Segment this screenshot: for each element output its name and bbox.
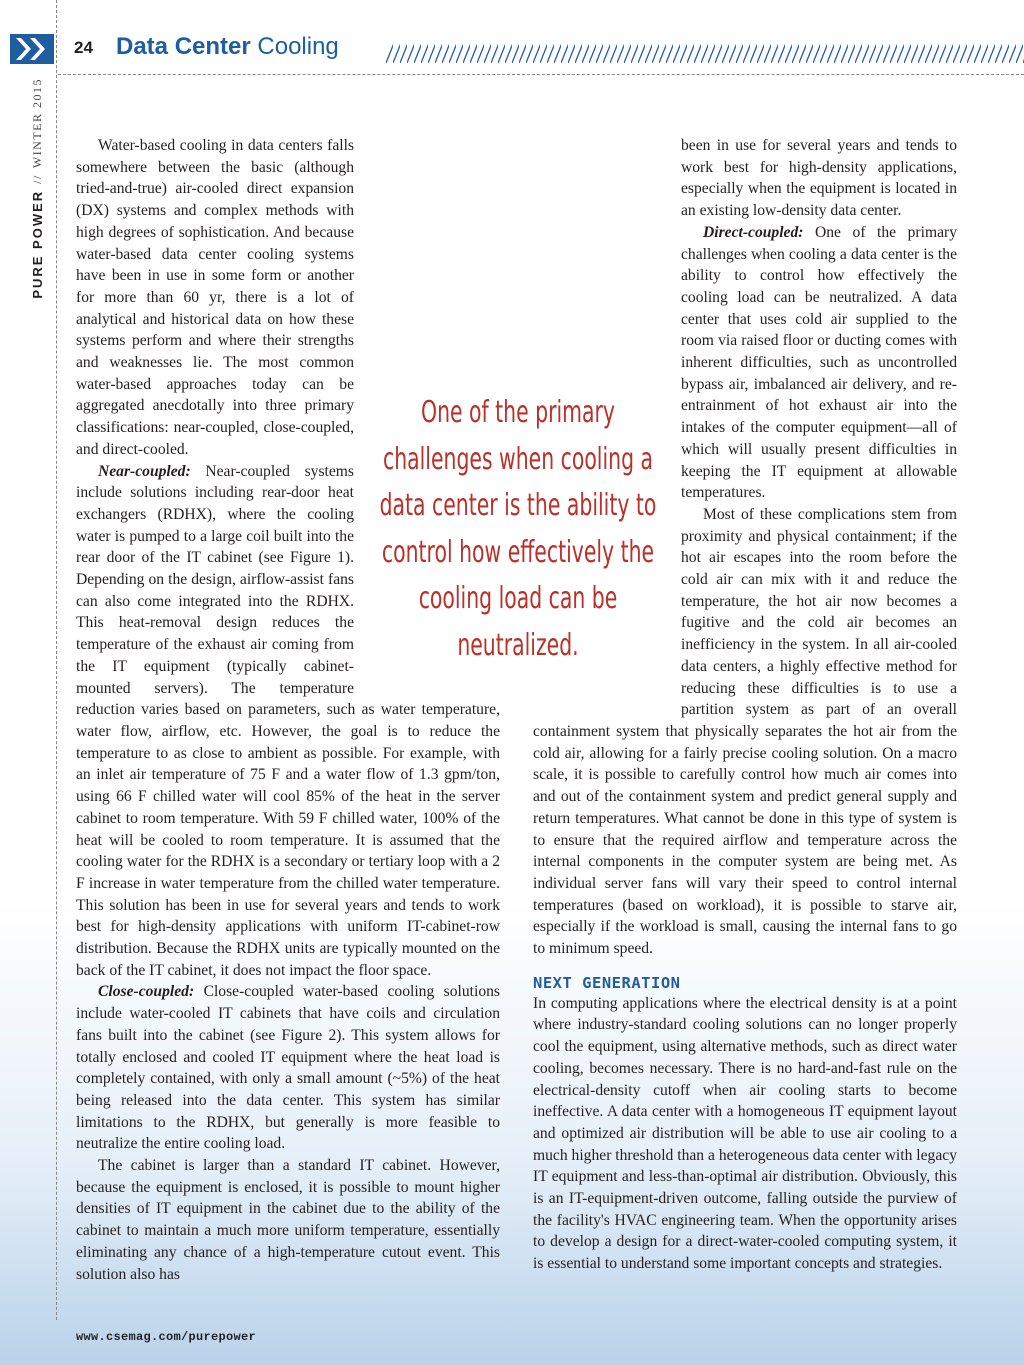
- issue-separator: //: [29, 174, 44, 184]
- near-coupled-body: Near-coupled systems include solutions including rear-door heat exchangers (RDHX), where the cooling water is pumped to a large coil built into the rear door of the IT cabinet (see Figure 1). Depending on the design, airflow-assist fans can also come integrated into the RDHX. This heat-removal design reduces the temperature of the exhaust air coming from the IT equipment (typically cabinet-mounted servers). The temperature reduction varies based on parameters, such as water temperature, water flow, airflow, etc. However, the goal is to reduce the temperature to as close to ambient as possible. For example, with an inlet air temperature of 75 F and a water flow of 1.3 gpm/ton, using 66 F chilled water will cool 85% of the heat in the server cabinet to room temperature. With 59 F chilled water, 100% of the heat will be cooled to room temperature. It is assumed that the cooling water for the RDHX is a secondary or tertiary loop with a 2 F increase in water temperature from the chilled water temperature. This solution has been in use for several years and tends to work best for high-density applications with uniform IT-cabinet-row distribution. Because the RDHX units are typically mounted on the back of the IT cabinet, it does not impact the floor space.: [76, 462, 500, 979]
- header-dashed-rule: [58, 74, 1024, 75]
- header-hatch-decoration: [386, 33, 1024, 63]
- paragraph-close-coupled: [76, 981, 500, 1155]
- article-column-left: [76, 135, 500, 1285]
- paragraph-next-generation: In computing applications where the electrical density is at a point where industry-standard cooling solutions can no longer properly cool the equipment, using alternative methods, such as direct water cooling, becomes necessary. There is no hard-and-fast rule on the electrical-density cutoff when air cooling starts to become ineffective. A data center with a homogeneous IT equipment layout and optimized air distribution will be able to use air cooling to a much higher threshold than a heterogeneous data center with legacy IT equipment and less-than-optimal air distribution. Obviously, this is an IT-equipment-driven outcome, falling outside the purview of the facility's HVAC engineering team. When the opportunity arises to develop a design for a direct-water-cooled computing system, it is essential to understand some important concepts and strategies.: [533, 994, 957, 1273]
- direct-coupled-body: One of the primary challenges when cooling a data center is the ability to control how effectively the cooling load can be neutralized. A data center that uses cold air supplied to the room via raised floor or ducting comes with inherent difficulties, such as uncontrolled bypass air, imbalanced air delivery, and re-entrainment of hot exhaust air into the intakes of the computer equipment—all of which will usually present difficulties in keeping the IT equipment at allowable temperatures.: [681, 223, 957, 502]
- vertical-sidebar-label: [26, 78, 48, 298]
- direct-coupled-lead: Direct-coupled:: [703, 223, 804, 241]
- close-coupled-lead: Close-coupled:: [98, 983, 195, 1001]
- paragraph-continued: been in use for several years and tends to work best for high-density applications, especially when the equipment is located in an existing low-density data center.: [681, 137, 957, 220]
- section-heading-next-generation: NEXT GENERATION: [533, 973, 681, 992]
- double-chevron-icon: [10, 34, 54, 64]
- issue-date: WINTER 2015: [29, 78, 44, 169]
- paragraph-intro: Water-based cooling in data centers falls somewhere between the basic (although tried-and-true) air-cooled direct expansion (DX) systems and complex methods with high degrees of sophistication. And because water-based data center cooling systems have been in use in some form or another for more than 60 yr, there is a lot of analytical and historical data on how these systems perform and where their strengths and weaknesses lie. The most common water-based approaches today can be aggregated anecdotally into three primary classifications: near-coupled, close-coupled, and direct-cooled.: [76, 137, 354, 458]
- article-column-right: [533, 135, 957, 1275]
- near-coupled-lead: Near-coupled:: [98, 462, 191, 480]
- pull-quote: One of the primary challenges when cooling a data center is the ability to control how effectively the cooling load can be neutralized.: [379, 395, 657, 663]
- paragraph-complications: Most of these complications stem from proximity and physical containment; if the hot air escapes into the room before the cold air can mix with it and reduce the temperature, the hot air now becomes a fugitive and the cold air becomes an inefficiency in the system. In all air-cooled data centers, a highly effective method for reducing these difficulties is to use a partition system as part of an overall containment system that physically separates the hot air from the cold air, allowing for a fairly precise cooling solution. On a macro scale, it is possible to carefully control how much air comes into and out of the containment system and predict general supply and return temperatures. What cannot be done in this type of system is to ensure that the required airflow and temperature across the internal components in the computer system are being met. As individual server fans will vary their speed to control internal temperatures (based on workload), it is possible to starve air, especially if the workload is small, causing the internal fans to go to minimum speed.: [533, 505, 957, 958]
- section-title-light: Cooling: [257, 33, 339, 60]
- section-title: [116, 33, 339, 61]
- section-title-bold: Data Center: [116, 33, 251, 60]
- footer-url: www.csemag.com/purepower: [76, 1330, 257, 1344]
- publication-name: PURE POWER: [29, 189, 45, 299]
- paragraph-cabinet: The cabinet is larger than a standard IT cabinet. However, because the equipment is enclosed, it is possible to mount higher densities of IT equipment in the cabinet due to the ability of the cabinet to maintain a much more uniform temperature, essentially eliminating any chance of a high-temperature cutout event. This solution also has: [76, 1157, 500, 1283]
- page-number: 24: [74, 38, 93, 57]
- left-dashed-rule: [56, 0, 57, 1320]
- close-coupled-body: Close-coupled water-based cooling solutions include water-cooled IT cabinets that have coils and circulation fans built into the cabinet (see Figure 2). This system allows for totally enclosed and cooled IT equipment where the heat load is completely contained, with only a small amount (~5%) of the heat being released into the data center. This system has similar limitations to the RDHX, but generally is more feasible to neutralize the entire cooling load.: [76, 983, 500, 1153]
